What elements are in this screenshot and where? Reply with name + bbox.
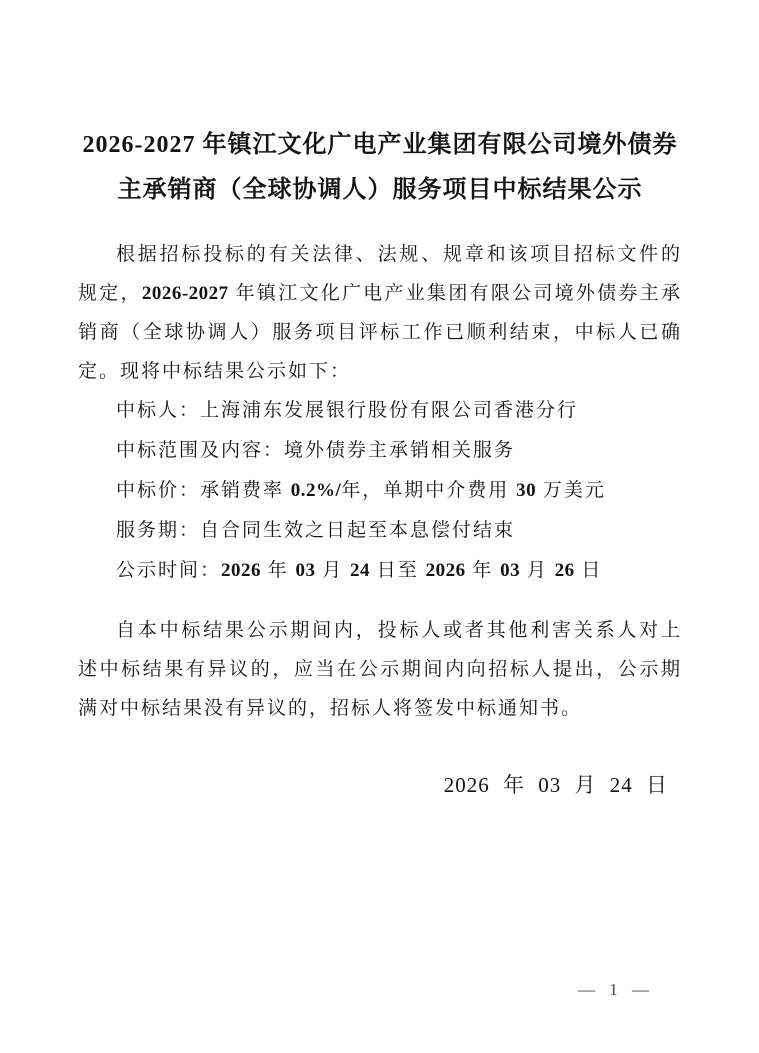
intro-text-after: 年镇江文化广电产业集团有限公司境外债券主承销商（全球协调人）服务项目评标工作已顺利结束，中标人已确定。现将中标结果公示如下： <box>78 283 682 382</box>
closing-paragraph: 自本中标结果公示期间内，投标人或者其他利害关系人对上述中标结果有异议的，应当在公示期间内向招标人提出，公示期满对中标结果没有异议的，招标人将签发中标通知书。 <box>78 620 682 719</box>
detail-scope: 中标范围及内容：境外债券主承销相关服务 <box>116 440 516 461</box>
publicity-sep-2: 月 <box>315 560 351 581</box>
publicity-sep-1: 年 <box>261 560 296 581</box>
detail-price-label: 中标价：承销费率 <box>116 480 291 501</box>
detail-price-fee: 30 <box>516 480 537 501</box>
detail-price-rate: 0.2%/ <box>290 480 342 501</box>
detail-service-period: 服务期：自合同生效之日起至本息偿付结束 <box>116 520 516 541</box>
detail-price-middle: 年，单期中介费用 <box>341 480 517 501</box>
publicity-month-start: 03 <box>295 560 316 581</box>
publicity-sep-5: 月 <box>520 560 555 581</box>
publicity-day-start: 24 <box>350 560 371 581</box>
publicity-sep-6: 日 <box>574 560 603 581</box>
intro-text-before: 根据招标投标的有关法律、法规、规章和该项目招标文件的规定， <box>78 244 682 304</box>
publicity-year-end: 2026 <box>425 560 466 581</box>
publicity-month-end: 03 <box>500 560 521 581</box>
page-number: — 1 — <box>578 980 651 999</box>
detail-publicity-time <box>78 551 682 591</box>
signature-date: 2026 年 03 月 24 日 <box>443 773 668 797</box>
publicity-label: 公示时间： <box>116 560 222 581</box>
publicity-day-end: 26 <box>554 560 575 581</box>
intro-year-range: 2026-2027 <box>141 283 229 304</box>
detail-price-unit: 万美元 <box>536 480 606 501</box>
detail-winner: 中标人：上海浦东发展银行股份有限公司香港分行 <box>116 400 579 421</box>
document-content <box>78 0 682 821</box>
publicity-sep-3: 日至 <box>370 560 426 581</box>
document-title: 2026-2027 年镇江文化广电产业集团有限公司境外债券主承销商（全球协调人）服务项目中标结果公示 <box>82 132 678 203</box>
intro-paragraph <box>78 235 682 391</box>
publicity-sep-4: 年 <box>465 560 501 581</box>
detail-price <box>78 471 682 511</box>
publicity-year-start: 2026 <box>221 560 262 581</box>
